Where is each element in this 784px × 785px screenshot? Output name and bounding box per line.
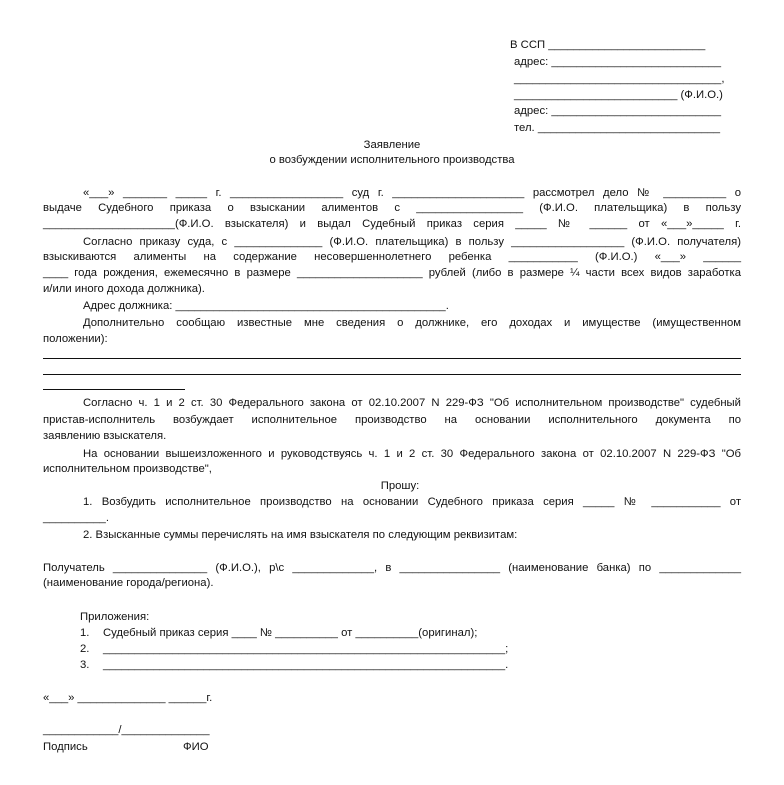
- attachment-3-number: 3.: [80, 659, 90, 671]
- request-item-1-line-1: 1. Возбудить исполнительное производство на основании Судебного приказа серия _____ № ___________ от: [83, 496, 741, 508]
- p2-line-2: взыскиваются алименты на содержание несовершеннолетнего ребенка ___________ (Ф.И.О.) «___» ______: [43, 251, 741, 263]
- p3-line-1: Дополнительно сообщаю известные мне сведения о должнике, его доходах и имуществе (имущественном: [83, 317, 741, 329]
- p3-line-2: положении):: [43, 333, 108, 345]
- attachment-2: ________________________________________________________________;: [103, 643, 509, 655]
- blank-line-2: [43, 374, 741, 375]
- attachment-1: Судебный приказ серия ____ № __________ от __________(оригинал);: [103, 627, 478, 639]
- requisites-line-2: (наименование города/региона).: [43, 577, 214, 589]
- ssp-line: В ССП _________________________: [510, 39, 706, 51]
- fio-line: __________________________ (Ф.И.О.): [514, 89, 723, 101]
- address-line-3: адрес: ___________________________: [514, 105, 722, 117]
- blank-line-1: [43, 358, 741, 359]
- attachments-title: Приложения:: [80, 611, 150, 623]
- p2-line-1: Согласно приказу суда, с ______________ (Ф.И.О. плательщика) в пользу __________________ (Ф.И.О. получателя): [83, 236, 741, 248]
- p4-line-1: Согласно ч. 1 и 2 ст. 30 Федерального закона от 02.10.2007 N 229-ФЗ "Об исполнительном производстве" судебный: [83, 397, 741, 409]
- p5-line-1: На основании вышеизложенного и руководствуясь ч. 1 и 2 ст. 30 Федерального закона от 02.10.2007 N 229-ФЗ "Об: [83, 448, 741, 460]
- attachment-2-number: 2.: [80, 643, 90, 655]
- p1-line-1: «___» _______ _____ г. __________________ суд г. _____________________ рассмотрел дело № __________ о: [83, 187, 741, 199]
- phone-line: тел. _____________________________: [514, 122, 721, 134]
- p4-line-3: заявлению взыскателя.: [43, 430, 167, 442]
- doc-title: Заявление: [363, 139, 421, 151]
- signature-line: ____________/______________: [43, 724, 210, 736]
- request-item-1-line-2: __________.: [43, 512, 109, 524]
- request-heading: Прошу:: [380, 480, 420, 492]
- p2-line-4: и/или иного дохода должника).: [43, 283, 205, 295]
- address-line-1: адрес: ___________________________: [514, 56, 722, 68]
- footer-date: «___» ______________ ______г.: [43, 692, 213, 704]
- attachment-1-number: 1.: [80, 627, 90, 639]
- address-line-2: _________________________________,: [514, 73, 725, 85]
- p1-line-3: _____________________(Ф.И.О. взыскателя) и выдал Судебный приказ серия _____ № ______ от «___»_____ г.: [43, 218, 741, 230]
- attachment-3: ________________________________________________________________.: [103, 659, 509, 671]
- debtor-address: Адрес должника: ___________________________________________.: [83, 300, 449, 312]
- requisites-line-1: Получатель _______________ (Ф.И.О.), р\с _____________, в ________________ (наименование банка) по _____________: [43, 562, 741, 574]
- blank-line-3: [43, 389, 185, 390]
- p4-line-2: пристав-исполнитель возбуждает исполнительное производство на основании исполнительного документа по: [43, 414, 741, 426]
- fio-label: ФИО: [183, 741, 209, 753]
- doc-subtitle: о возбуждении исполнительного производства: [269, 154, 515, 166]
- signature-label: Подпись: [43, 741, 88, 753]
- p2-line-3: ____ года рождения, ежемесячно в размере ____________________ рублей (либо в размере ¼ части всех видов заработка: [43, 267, 741, 279]
- request-item-2: 2. Взысканные суммы перечислять на имя взыскателя по следующим реквизитам:: [83, 529, 518, 541]
- p5-line-2: исполнительном производстве",: [43, 463, 212, 475]
- p1-line-2: выдаче Судебного приказа о взыскании алиментов с _________________ (Ф.И.О. плательщика) в пользу: [43, 202, 741, 214]
